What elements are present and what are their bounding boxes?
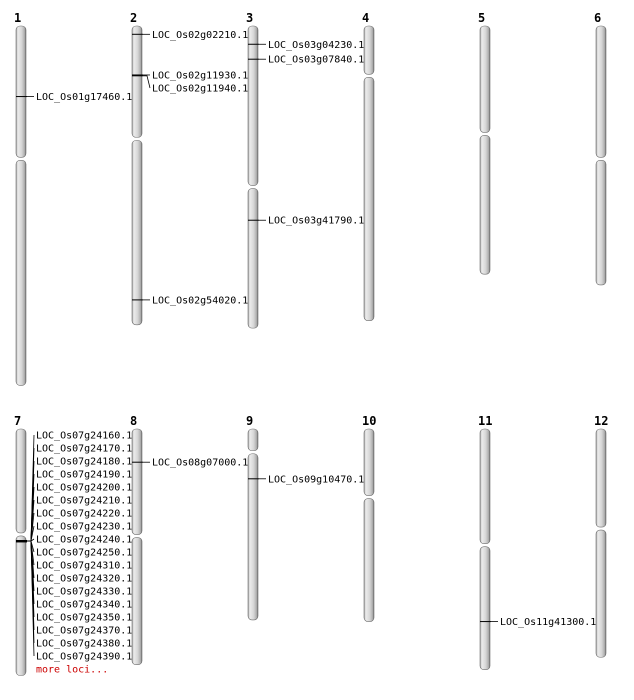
- chromosome-number: 7: [14, 414, 22, 428]
- locus-label[interactable]: LOC_Os11g41300.1: [500, 617, 597, 629]
- chromosome-number: 2: [130, 11, 138, 25]
- locus-label[interactable]: LOC_Os07g24390.1: [36, 651, 133, 663]
- locus-label[interactable]: LOC_Os08g07000.1: [152, 457, 249, 469]
- chromosome-short-arm: [596, 429, 606, 527]
- locus-label[interactable]: LOC_Os07g24220.1: [36, 508, 133, 520]
- chromosome-short-arm: [132, 429, 142, 535]
- chromosome-number: 5: [478, 11, 486, 25]
- chromosome-number: 3: [246, 11, 254, 25]
- locus-label[interactable]: LOC_Os02g11930.1: [152, 70, 249, 82]
- locus-label[interactable]: LOC_Os03g04230.1: [268, 39, 365, 51]
- locus-leader: [27, 541, 34, 552]
- locus-label[interactable]: LOC_Os07g24250.1: [36, 547, 133, 559]
- chromosome-long-arm: [132, 140, 142, 324]
- locus-label[interactable]: LOC_Os02g54020.1: [152, 295, 249, 307]
- locus-label[interactable]: LOC_Os07g24330.1: [36, 586, 133, 598]
- locus-label[interactable]: LOC_Os07g24200.1: [36, 482, 133, 494]
- chromosome-short-arm: [364, 429, 374, 496]
- chromosome-8: [130, 414, 248, 665]
- locus-label[interactable]: LOC_Os03g41790.1: [268, 215, 365, 227]
- locus-label[interactable]: LOC_Os07g24310.1: [36, 560, 133, 572]
- locus-label[interactable]: LOC_Os07g24340.1: [36, 599, 133, 611]
- chromosome-short-arm: [596, 26, 606, 157]
- chromosome-number: 8: [130, 414, 138, 428]
- locus-label[interactable]: LOC_Os07g24160.1: [36, 430, 133, 442]
- locus-leader: [27, 526, 34, 541]
- locus-label[interactable]: LOC_Os07g24190.1: [36, 469, 133, 481]
- chromosome-long-arm: [364, 499, 374, 622]
- chromosome-short-arm: [248, 26, 258, 186]
- chromosome-long-arm: [16, 536, 26, 676]
- locus-label[interactable]: LOC_Os02g11940.1: [152, 83, 249, 95]
- chromosome-number: 11: [478, 414, 493, 428]
- locus-label[interactable]: LOC_Os01g17460.1: [36, 92, 133, 104]
- chromosome-short-arm: [16, 26, 26, 157]
- chromosome-number: 12: [594, 414, 609, 428]
- chromosome-3: [246, 11, 364, 328]
- chromosome-long-arm: [364, 77, 374, 320]
- locus-label[interactable]: LOC_Os07g24180.1: [36, 456, 133, 468]
- chromosome-short-arm: [364, 26, 374, 74]
- chromosome-long-arm: [596, 530, 606, 657]
- chromosome-number: 9: [246, 414, 254, 428]
- chromosome-short-arm: [480, 26, 490, 132]
- locus-label[interactable]: LOC_Os07g24350.1: [36, 612, 133, 624]
- locus-label[interactable]: LOC_Os07g24320.1: [36, 573, 133, 585]
- chromosome-4: [362, 11, 374, 321]
- locus-label[interactable]: LOC_Os07g24240.1: [36, 534, 133, 546]
- chromosome-7: [14, 414, 132, 676]
- chromosome-2: [130, 11, 248, 325]
- chromosome-number: 1: [14, 11, 22, 25]
- chromosome-1: [14, 11, 132, 385]
- locus-label[interactable]: LOC_Os07g24170.1: [36, 443, 133, 455]
- locus-leader: [143, 76, 150, 88]
- chromosome-short-arm: [480, 429, 490, 544]
- chromosome-long-arm: [596, 160, 606, 285]
- locus-label[interactable]: LOC_Os07g24210.1: [36, 495, 133, 507]
- chromosome-5: [478, 11, 490, 274]
- chromosome-long-arm: [480, 547, 490, 670]
- chromosome-short-arm: [16, 429, 26, 533]
- locus-label[interactable]: LOC_Os07g24370.1: [36, 625, 133, 637]
- locus-label[interactable]: LOC_Os07g24230.1: [36, 521, 133, 533]
- chromosome-12: [594, 414, 608, 657]
- chromosome-number: 6: [594, 11, 602, 25]
- chromosome-long-arm: [16, 160, 26, 385]
- chromosome-number: 10: [362, 414, 377, 428]
- chromosome-long-arm: [480, 135, 490, 274]
- chromosome-number: 4: [362, 11, 370, 25]
- locus-label[interactable]: LOC_Os09g10470.1: [268, 474, 365, 486]
- locus-label[interactable]: LOC_Os07g24380.1: [36, 638, 133, 650]
- chromosome-9: [246, 414, 364, 620]
- chromosome-10: [362, 414, 376, 622]
- more-loci-link[interactable]: more loci...: [36, 664, 109, 676]
- chromosome-6: [594, 11, 606, 285]
- chromosome-long-arm: [248, 189, 258, 329]
- locus-label[interactable]: LOC_Os03g07840.1: [268, 54, 365, 66]
- locus-label[interactable]: LOC_Os02g02210.1: [152, 29, 249, 41]
- chromosome-short-arm: [132, 26, 142, 137]
- chromosome-11: [478, 414, 596, 670]
- chromosome-short-arm: [248, 429, 258, 451]
- chromosome-long-arm: [132, 538, 142, 665]
